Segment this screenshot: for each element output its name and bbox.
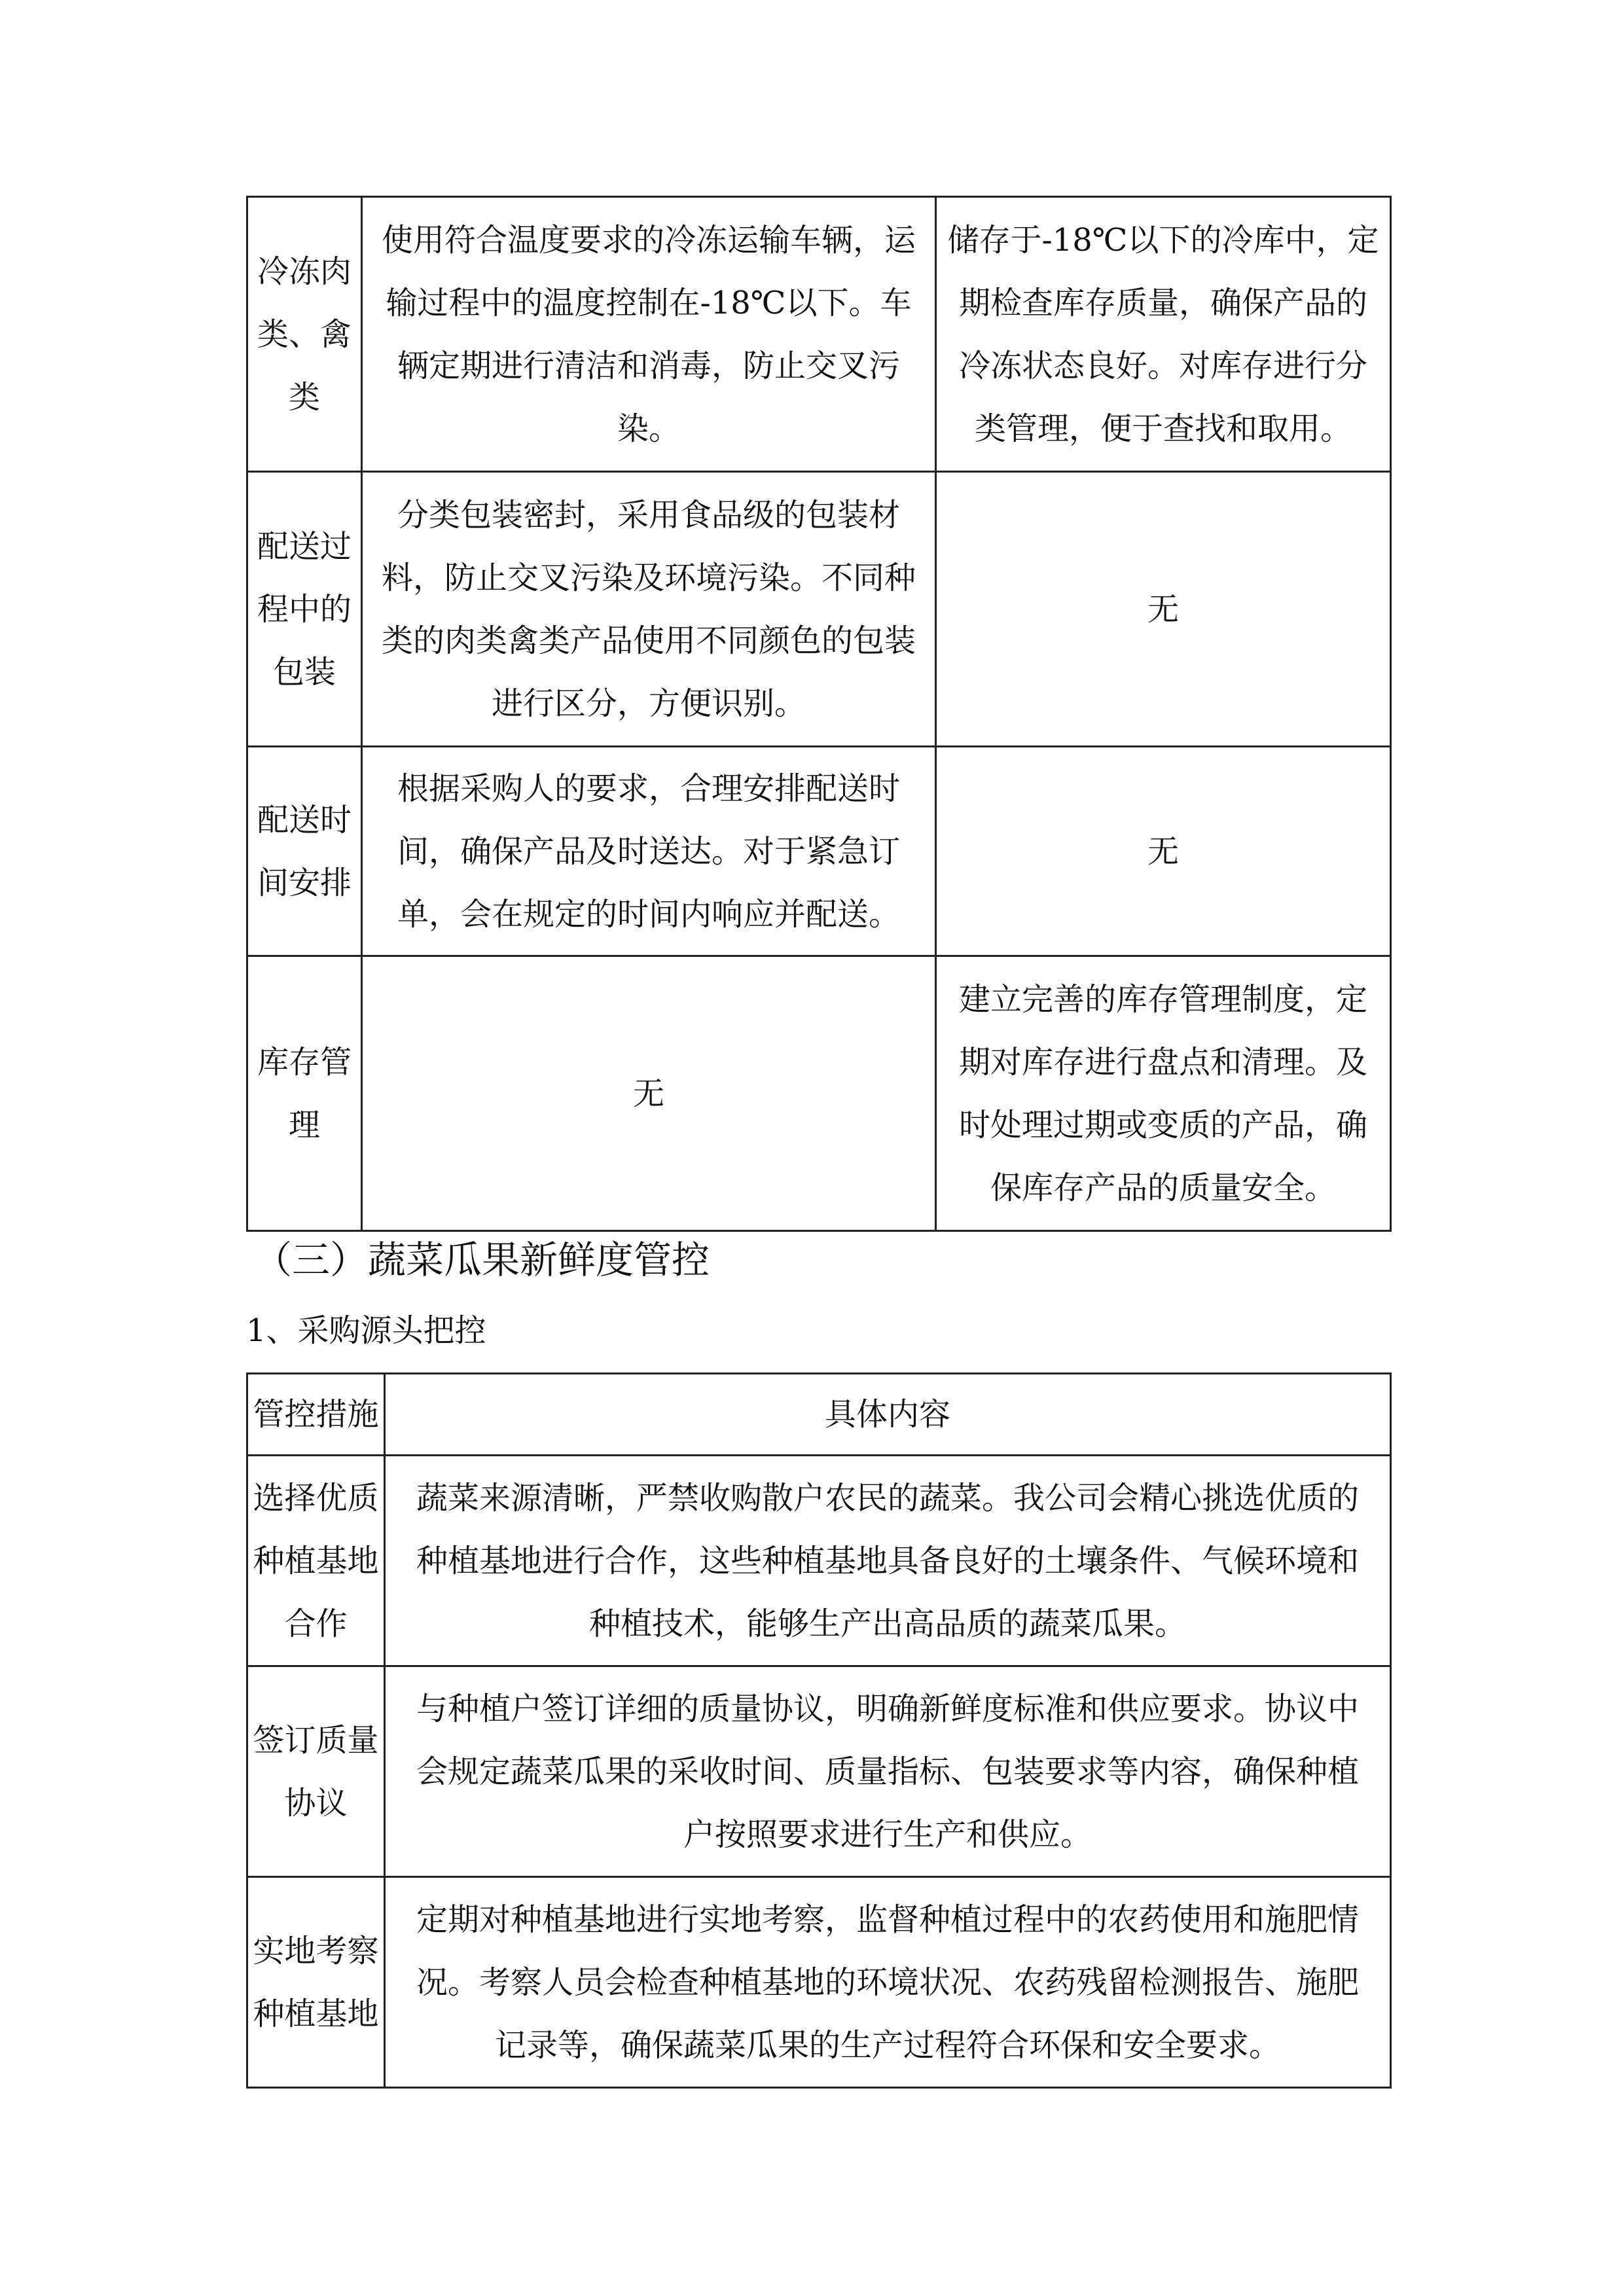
content-cell: 蔬菜来源清晰，严禁收购散户农民的蔬菜。我公司会精心挑选优质的 种植基地进行合作，这些种植基地具备良好的土壤条件、气候环境和 种植技术，能够生产出高品质的蔬菜瓜果。	[385, 1456, 1391, 1666]
vegetable-fruit-control-table	[246, 1372, 1392, 2089]
content-cell: 定期对种植基地进行实地考察，监督种植过程中的农药使用和施肥情 况。考察人员会检查种植基地的环境状况、农药残留检测报告、施肥 记录等，确保蔬菜瓜果的生产过程符合环保和安全要求。	[385, 1877, 1391, 2088]
measure-cell: 签订质量 协议	[247, 1666, 385, 1877]
sub-title: 1、采购源头把控	[246, 1312, 486, 1349]
measure-cell: 选择优质 种植基地 合作	[247, 1456, 385, 1666]
measure-cell: 实地考察 种植基地	[247, 1877, 385, 2088]
table-row	[247, 472, 1391, 747]
column-header: 管控措施	[247, 1374, 385, 1456]
storage-cell: 储存于-18℃以下的冷库中，定 期检查库存质量，确保产品的 冷冻状态良好。对库存进行分 类管理，便于查找和取用。	[936, 197, 1391, 472]
table-row	[247, 747, 1391, 956]
table-row	[247, 1877, 1391, 2088]
column-header: 具体内容	[385, 1374, 1391, 1456]
storage-cell: 无	[936, 747, 1391, 956]
category-cell: 冷冻肉 类、禽 类	[247, 197, 362, 472]
category-cell: 配送过 程中的 包装	[247, 472, 362, 747]
category-cell: 配送时 间安排	[247, 747, 362, 956]
storage-cell: 建立完善的库存管理制度，定 期对库存进行盘点和清理。及 时处理过期或变质的产品，确 保库存产品的质量安全。	[936, 956, 1391, 1231]
transport-cell: 根据采购人的要求，合理安排配送时 间，确保产品及时送达。对于紧急订 单，会在规定的时间内响应并配送。	[362, 747, 936, 956]
meat-poultry-control-table	[246, 196, 1392, 1232]
storage-cell: 无	[936, 472, 1391, 747]
table-row	[247, 197, 1391, 472]
table-row	[247, 956, 1391, 1231]
table-header-row	[247, 1374, 1391, 1456]
table-row	[247, 1456, 1391, 1666]
section-title: （三）蔬菜瓜果新鲜度管控	[254, 1238, 710, 1282]
table-row	[247, 1666, 1391, 1877]
content-cell: 与种植户签订详细的质量协议，明确新鲜度标准和供应要求。协议中 会规定蔬菜瓜果的采收时间、质量指标、包装要求等内容，确保种植 户按照要求进行生产和供应。	[385, 1666, 1391, 1877]
transport-cell: 分类包装密封，采用食品级的包装材 料，防止交叉污染及环境污染。不同种 类的肉类禽类产品使用不同颜色的包装 进行区分，方便识别。	[362, 472, 936, 747]
category-cell: 库存管 理	[247, 956, 362, 1231]
transport-cell: 无	[362, 956, 936, 1231]
transport-cell: 使用符合温度要求的冷冻运输车辆，运 输过程中的温度控制在-18℃以下。车 辆定期进行清洁和消毒，防止交叉污 染。	[362, 197, 936, 472]
